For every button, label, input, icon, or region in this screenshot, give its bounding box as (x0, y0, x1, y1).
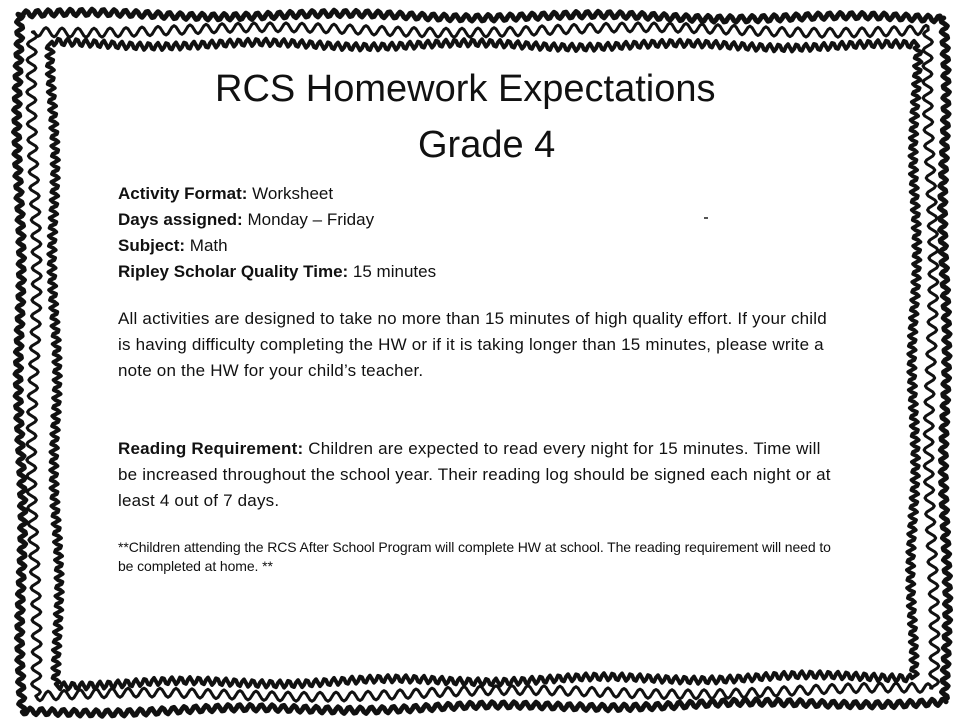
reading-requirement-paragraph (118, 436, 838, 514)
detail-activity-format (118, 181, 838, 207)
reading-requirement-label: Reading Requirement: (118, 439, 304, 458)
detail-subject (118, 233, 838, 259)
stray-mark (704, 217, 708, 219)
time-expectation-paragraph: All activities are designed to take no more than 15 minutes of high quality effort. If your child is having difficulty completing the HW or if it is taking longer than 15 minutes, please write a note on the HW for your child’s teacher. (118, 309, 827, 380)
detail-label: Days assigned: (118, 210, 243, 229)
detail-label: Subject: (118, 236, 186, 255)
assignment-details (118, 181, 838, 285)
detail-value: Worksheet (247, 184, 334, 203)
detail-quality-time (118, 259, 838, 285)
detail-label: Ripley Scholar Quality Time: (118, 262, 349, 281)
detail-value: Math (185, 236, 228, 255)
detail-value: 15 minutes (348, 262, 437, 281)
detail-days-assigned (118, 207, 838, 233)
page-title: RCS Homework Expectations (215, 68, 716, 110)
grade-subtitle: Grade 4 (418, 124, 556, 166)
reading-requirement-text: Children are expected to read every night for 15 minutes. Time will be increased throughout the school year. Their reading log should be signed each night or at least 4 out of 7 days. (118, 439, 831, 510)
after-school-note: **Children attending the RCS After School Program will complete HW at school. The reading requirement will need to be completed at home. ** (118, 539, 831, 574)
detail-value: Monday – Friday (242, 210, 375, 229)
detail-label: Activity Format: (118, 184, 248, 203)
